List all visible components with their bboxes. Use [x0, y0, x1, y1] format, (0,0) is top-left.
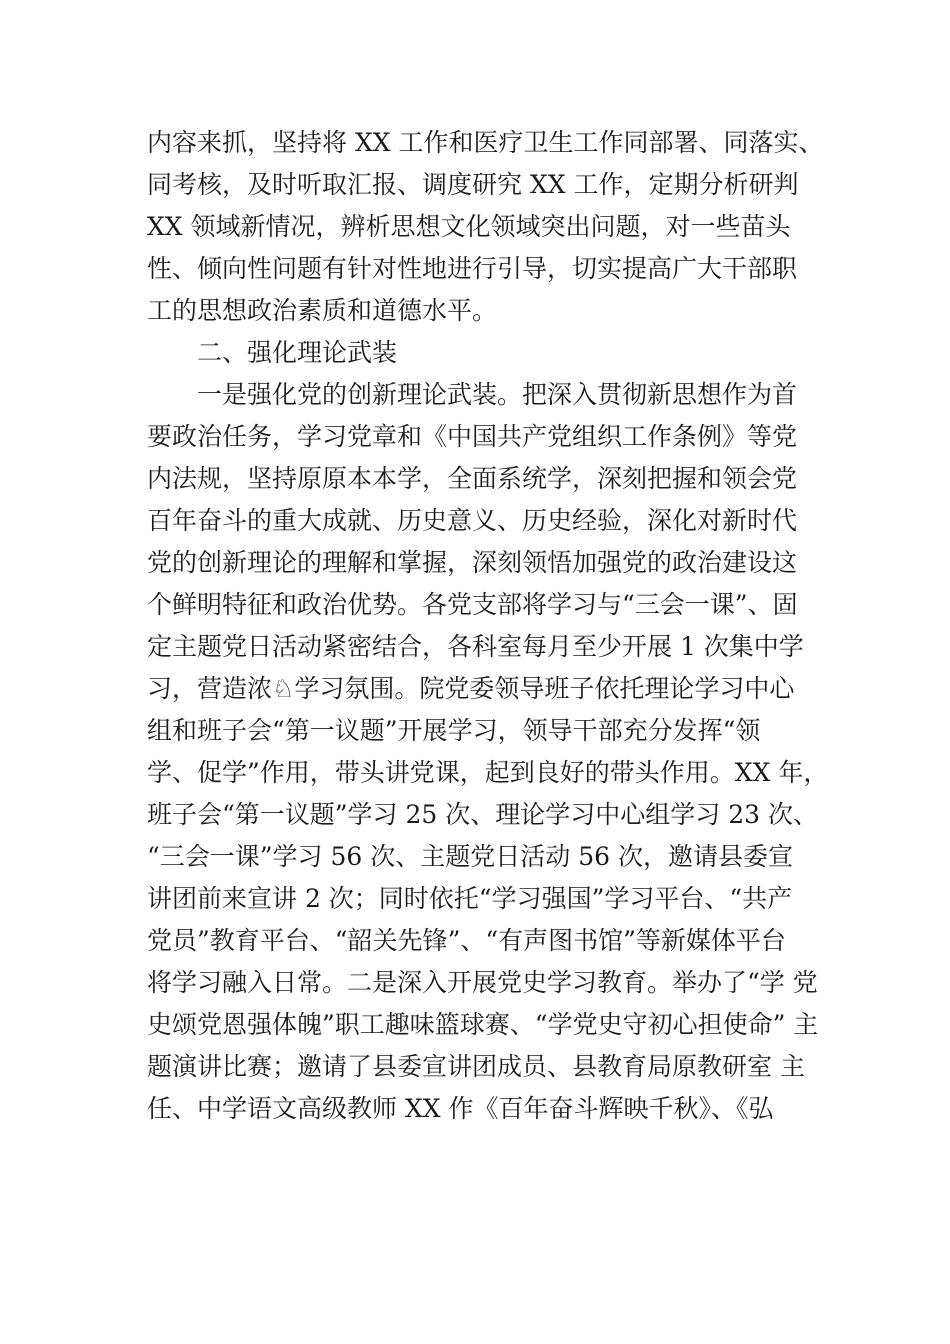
- paragraph-first-line: 一是强化党的创新理论武装。把深入贯彻新思想作为首: [197, 380, 798, 409]
- text-line: 任、中学语文高级教师 XX 作《百年奋斗辉映千秋》、《弘: [147, 1094, 774, 1123]
- document-body: [147, 122, 847, 1130]
- text-line: XX 领域新情况，辨析思想文化领域突出问题，对一些苗头: [147, 212, 791, 241]
- text-line: 同考核，及时听取汇报、调度研究 XX 工作，定期分析研判: [147, 170, 799, 199]
- text-line: 将学习融入日常。二是深入开展党史学习教育。举办了“学 党: [147, 968, 818, 997]
- text-line: 学、促学”作用，带头讲党课，起到良好的带头作用。XX 年，: [147, 758, 829, 787]
- text-line: 定主题党日活动紧密结合，各科室每月至少开展 1 次集中学: [147, 632, 804, 661]
- text-line: 史颂党恩强体魄”职工趣味篮球赛、“学党史守初心担使命” 主: [147, 1010, 819, 1039]
- text-line: 性、倾向性问题有针对性地进行引导，切实提高广大干部职: [147, 254, 798, 283]
- text-line: 内法规，坚持原原本本学，全面系统学，深刻把握和领会党: [147, 464, 798, 493]
- text-line: “三会一课”学习 56 次、主题党日活动 56 次，邀请县委宣: [147, 842, 793, 871]
- text-line: 题演讲比赛；邀请了县委宣讲团成员、县教育局原教研室 主: [147, 1052, 805, 1081]
- section-heading: 二、强化理论武装: [197, 338, 398, 367]
- text-line: 工的思想政治素质和道德水平。: [147, 296, 498, 325]
- text-line: 要政治任务，学习党章和《中国共产党组织工作条例》等党: [147, 422, 798, 451]
- text-line: 内容来抓，坚持将 XX 工作和医疗卫生工作同部署、同落实、: [147, 128, 824, 157]
- text-line: 讲团前来宣讲 2 次；同时依托“学习强国”学习平台、“共产: [147, 884, 793, 913]
- text-line: 百年奋斗的重大成就、历史意义、历史经验，深化对新时代: [147, 506, 798, 535]
- text-line: 习，营造浓♘学习氛围。院党委领导班子依托理论学习中心: [147, 674, 795, 703]
- text-line: 班子会“第一议题”学习 25 次、理论学习中心组学习 23 次、: [147, 800, 818, 829]
- text-line: 党员”教育平台、“韶关先锋”、“有声图书馆”等新媒体平台: [147, 926, 786, 955]
- text-line: 个鲜明特征和政治优势。各党支部将学习与“三会一课”、固: [147, 590, 798, 619]
- text-line: 党的创新理论的理解和掌握，深刻领悟加强党的政治建设这: [147, 548, 798, 577]
- text-line: 组和班子会“第一议题”开展学习，领导干部充分发挥“领: [147, 716, 761, 745]
